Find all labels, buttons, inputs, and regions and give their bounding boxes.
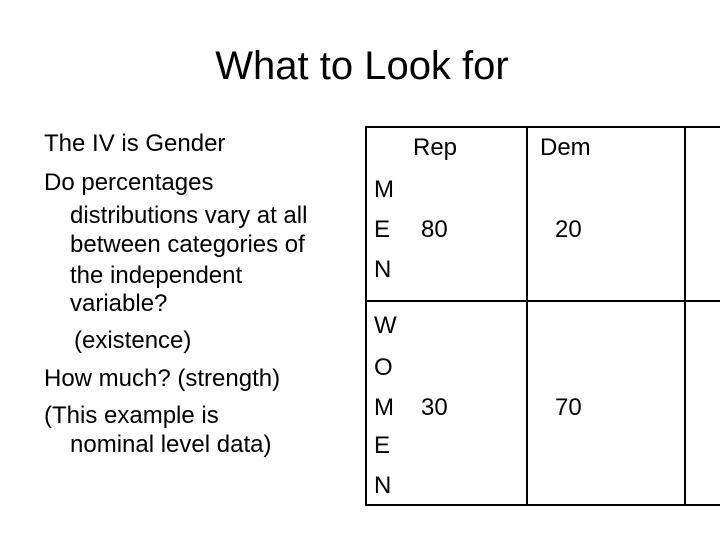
cell-women-rep: 30 xyxy=(421,394,448,421)
cell-women-dem: 70 xyxy=(555,394,582,421)
row-label-letter: E xyxy=(374,216,391,243)
cell-men-rep: 80 xyxy=(421,216,448,243)
row-label-letter: N xyxy=(374,472,392,499)
row-label-letter: M xyxy=(374,176,394,203)
bullet-line: The IV is Gender xyxy=(44,130,226,157)
bullet-line: between categories of xyxy=(70,231,305,258)
row-label-letter: M xyxy=(374,394,394,421)
column-divider xyxy=(684,126,686,506)
col-header-rep: Rep xyxy=(413,134,458,161)
bullet-line: nominal level data) xyxy=(70,431,272,458)
bullet-line: Do percentages xyxy=(44,169,214,196)
row-label-letter: E xyxy=(374,432,391,459)
bullet-line: variable? xyxy=(70,290,168,317)
bullet-line: (existence) xyxy=(74,327,192,354)
row-label-letter: N xyxy=(374,256,392,283)
row-divider xyxy=(365,300,720,302)
bullet-line: (This example is xyxy=(44,402,219,429)
bullet-line: How much? (strength) xyxy=(44,365,281,392)
column-divider xyxy=(526,126,528,506)
row-label-letter: W xyxy=(374,312,397,339)
row-label-letter: O xyxy=(374,354,393,381)
slide-title: What to Look for xyxy=(215,44,509,88)
cell-men-dem: 20 xyxy=(555,216,582,243)
bullet-line: distributions vary at all xyxy=(70,202,308,229)
col-header-dem: Dem xyxy=(540,134,591,161)
table-border xyxy=(365,126,720,506)
bullet-line: the independent xyxy=(70,262,243,289)
